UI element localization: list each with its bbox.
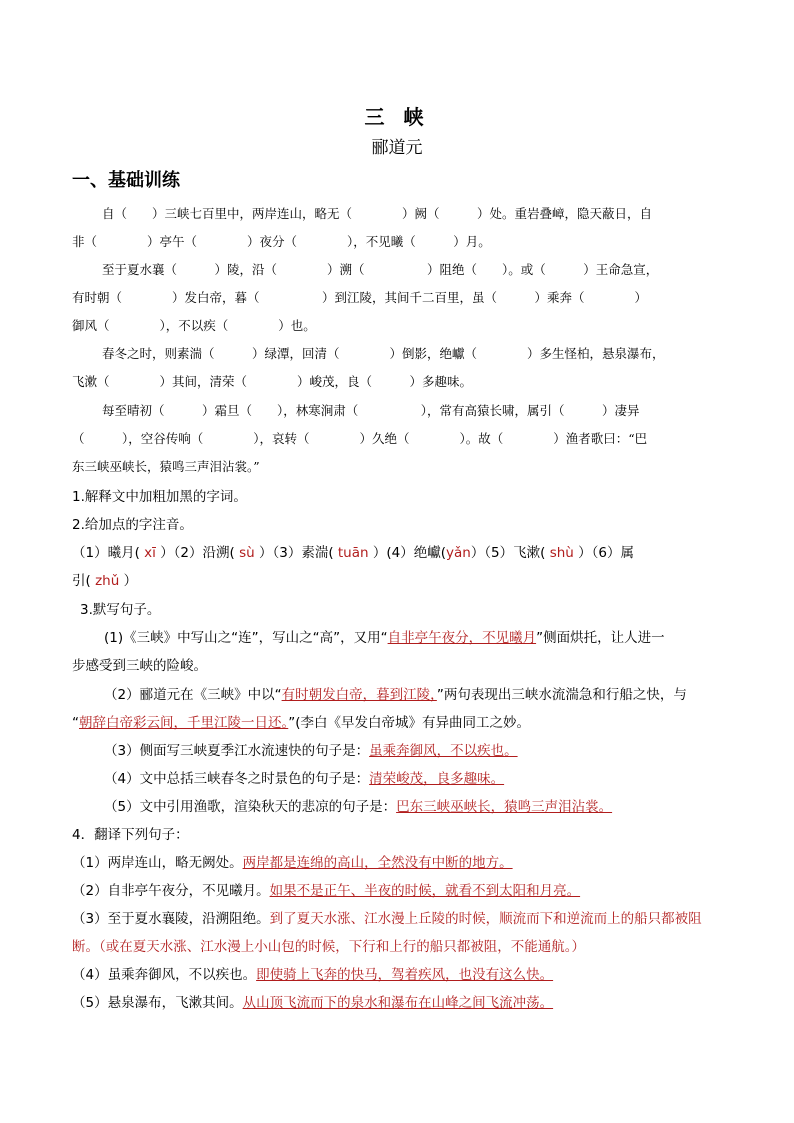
question-3: 3.默写句子。 <box>80 602 161 618</box>
question-4: 4．翻译下列句子： <box>72 827 189 843</box>
dictation-prompt: （5）文中引用渔歌，渲染秋天的悲凉的句子是： <box>104 799 397 815</box>
pinyin-prompt: ）（6）属 <box>578 545 634 561</box>
dictation-answer: 虽乘奔御风，不以疾也。 <box>369 743 518 759</box>
exercise-line: 自（ ）三峡七百里中，两岸连山，略无（ ）阙（ ）处。重岩叠嶂，隐天蔽日，自 <box>102 206 653 221</box>
dictation-item <box>104 626 665 646</box>
question-1: 1.解释文中加粗加黑的字词。 <box>72 489 247 505</box>
question-2: 2.给加点的字注音。 <box>72 517 193 533</box>
dictation-answer: 朝辞白帝彩云间，千里江陵一日还。 <box>79 715 289 731</box>
pinyin-line <box>72 541 634 561</box>
exercise-line: 御风（ ），不以疾（ ）也。 <box>72 318 316 333</box>
dictation-answer: 清荣峻茂，良多趣味。 <box>369 771 505 787</box>
page-title: 三 峡 <box>364 105 430 129</box>
translation-answer: 到了夏天水涨、江水漫上丘陵的时候，顺流而下和逆流而上的船只都被阻 <box>269 911 702 927</box>
dictation-prompt: (1)《三峡》中写山之“连”，写山之“高”，又用“ <box>104 630 388 646</box>
exercise-line: 非（ ）亭午（ ）夜分（ ），不见曦（ ）月。 <box>72 234 491 249</box>
dictation-prompt: （3）侧面写三峡夏季江水流速快的句子是： <box>104 743 370 759</box>
exercise-line: 春冬之时，则素湍（ ）绿潭，回清（ ）倒影，绝巘（ ）多生怪柏，悬泉瀑布， <box>102 346 665 361</box>
dictation-answer: 有时朝发白帝，暮到江陵， <box>281 687 437 703</box>
pinyin-line <box>72 569 137 589</box>
dictation-prompt: ”侧面烘托，让人进一 <box>536 630 665 646</box>
exercise-line: 飞漱（ ）其间，清荣（ ）峻茂，良（ ）多趣味。 <box>72 374 473 389</box>
exercise-line: （ ），空谷传响（ ），哀转（ ）久绝（ ）。故（ ）渔者歌曰：“巴 <box>72 431 648 446</box>
pinyin-prompt: ）（5）飞漱( <box>470 545 546 561</box>
translation-prompt: （3）至于夏水襄陵，沿溯阻绝。 <box>72 911 270 927</box>
translation-item <box>72 851 513 871</box>
pinyin-answer: tuān <box>333 545 373 561</box>
pinyin-prompt: ） <box>123 573 138 589</box>
dictation-item <box>104 795 612 815</box>
exercise-line: 有时朝（ ）发白帝，暮（ ）到江陵，其间千二百里，虽（ ）乘奔（ ） <box>72 290 648 305</box>
translation-answer: 如果不是正午、半夜的时候，就看不到太阳和月亮。 <box>269 883 581 899</box>
translation-prompt: （2）自非亭午夜分，不见曦月。 <box>72 883 270 899</box>
dictation-prompt: （2）郦道元在《三峡》中以“ <box>104 687 282 703</box>
dictation-continuation: 步感受到三峡的险峻。 <box>72 658 207 674</box>
translation-item <box>72 991 553 1011</box>
dictation-answer: 巴东三峡巫峡长，猿鸣三声泪沾裳。 <box>396 799 613 815</box>
dictation-item <box>104 739 518 759</box>
translation-prompt: （5）悬泉瀑布，飞漱其间。 <box>72 995 243 1011</box>
translation-answer: 两岸都是连绵的高山，全然没有中断的地方。 <box>242 855 513 871</box>
author: 郦道元 <box>371 138 423 158</box>
translation-prompt: （4）虽乘奔御风，不以疾也。 <box>72 967 257 983</box>
exercise-line: 东三峡巫峡长，猿鸣三声泪沾裳。” <box>72 459 260 474</box>
pinyin-answer: shù <box>545 545 579 561</box>
translation-item <box>72 879 580 899</box>
translation-continuation: 断。（或在夏天水涨、江水漫上小山包的时候，下行和上行的船只都被阻，不能通航。） <box>72 939 585 955</box>
dictation-item <box>104 767 504 787</box>
translation-answer: 从山顶飞流而下的泉水和瀑布在山峰之间飞流冲荡。 <box>242 995 554 1011</box>
dictation-prompt: ”两句表现出三峡水流湍急和行船之快，与 <box>436 687 687 703</box>
translation-answer: 即使骑上飞奔的快马，驾着疾风，也没有这么快。 <box>256 967 554 983</box>
dictation-prompt: “ <box>72 715 79 731</box>
pinyin-prompt: ）（2）沿溯( <box>160 545 235 561</box>
pinyin-answer: yǎn <box>445 545 471 561</box>
exercise-line: 每至晴初（ ）霜旦（ ），林寒涧肃（ ），常有高猿长啸，属引（ ）凄异 <box>102 403 640 418</box>
pinyin-answer: sù <box>234 545 259 561</box>
pinyin-prompt: 引( <box>72 573 91 589</box>
pinyin-prompt: （1）曦月( <box>72 545 140 561</box>
translation-prompt: （1）两岸连山，略无阙处。 <box>72 855 243 871</box>
dictation-prompt: ”(李白《早发白帝城》有异曲同工之妙。 <box>288 715 531 731</box>
exercise-line: 至于夏水襄（ ）陵，沿（ ）溯（ ）阻绝（ ）。或（ ）王命急宣， <box>102 262 659 277</box>
translation-item <box>72 907 702 927</box>
dictation-continuation <box>72 711 530 731</box>
translation-item <box>72 963 553 983</box>
dictation-prompt: （4）文中总括三峡春冬之时景色的句子是： <box>104 771 370 787</box>
dictation-item <box>104 683 687 703</box>
pinyin-answer: zhǔ <box>90 573 124 589</box>
pinyin-prompt: ）（3）素湍( <box>258 545 334 561</box>
section-heading: 一、基础训练 <box>72 170 180 191</box>
dictation-answer: 自非亭午夜分，不见曦月 <box>387 630 537 646</box>
pinyin-answer: xī <box>139 545 161 561</box>
pinyin-prompt: ）(4）绝巘( <box>372 545 446 561</box>
